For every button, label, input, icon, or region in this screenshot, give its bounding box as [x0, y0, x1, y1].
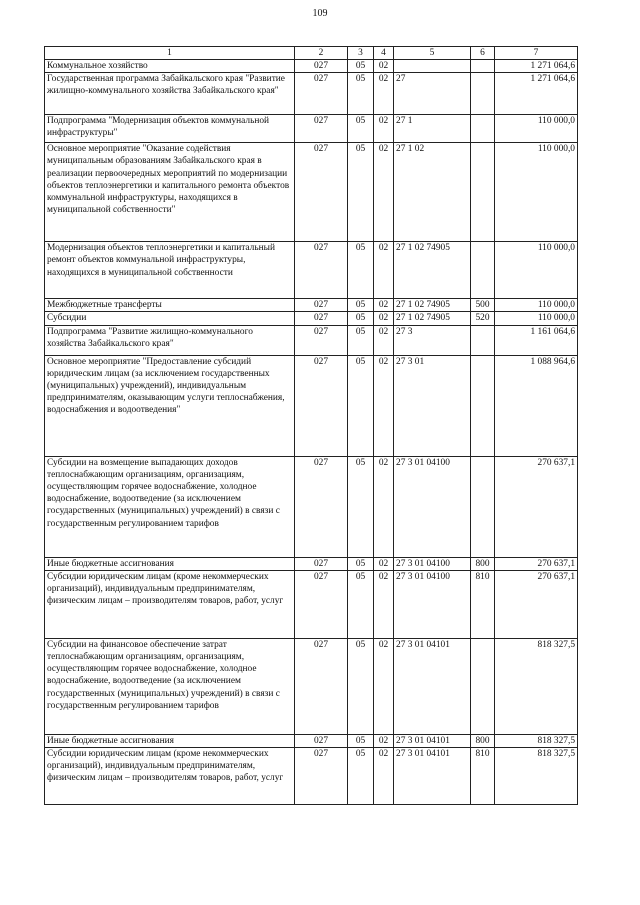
cell-grbs: 027 — [295, 60, 348, 73]
cell-name: Подпрограмма "Развитие жилищно-коммунального хозяйства Забайкальского края" — [45, 325, 295, 355]
cell-target-article: 27 3 01 04100 — [394, 557, 471, 570]
table-row — [45, 638, 578, 734]
cell-target-article: 27 1 02 74905 — [394, 299, 471, 312]
cell-target-article: 27 3 01 04101 — [394, 638, 471, 734]
cell-expense-type: 500 — [471, 299, 495, 312]
table-row — [45, 312, 578, 325]
cell-subsection: 02 — [374, 73, 394, 115]
cell-name: Субсидии на возмещение выпадающих доходов теплоснабжающим организациям, организациям, осуществляющим горячее водоснабжение, холодное водоснабжение, водоотведение (за исключением государственных (муниципальных) учреждений) в связи с государственным регулированием тарифов — [45, 456, 295, 557]
cell-sum: 110 000,0 — [495, 299, 578, 312]
header-col-6: 6 — [471, 47, 495, 60]
cell-section: 05 — [348, 73, 374, 115]
cell-grbs: 027 — [295, 355, 348, 456]
cell-expense-type — [471, 115, 495, 143]
header-row — [45, 47, 578, 60]
table-body — [45, 60, 578, 805]
cell-expense-type — [471, 456, 495, 557]
cell-grbs: 027 — [295, 748, 348, 805]
cell-name: Иные бюджетные ассигнования — [45, 557, 295, 570]
cell-grbs: 027 — [295, 734, 348, 747]
cell-expense-type — [471, 143, 495, 242]
cell-name: Субсидии юридическим лицам (кроме некоммерческих организаций), индивидуальным предпринимателям, физическим лицам – производителям товаров, работ, услуг — [45, 570, 295, 638]
header-col-7: 7 — [495, 47, 578, 60]
cell-target-article: 27 — [394, 73, 471, 115]
cell-sum: 110 000,0 — [495, 115, 578, 143]
header-col-2: 2 — [295, 47, 348, 60]
cell-sum: 1 161 064,6 — [495, 325, 578, 355]
cell-sum: 1 088 964,6 — [495, 355, 578, 456]
table-row — [45, 456, 578, 557]
cell-name: Иные бюджетные ассигнования — [45, 734, 295, 747]
cell-sum: 270 637,1 — [495, 557, 578, 570]
cell-sum: 818 327,5 — [495, 734, 578, 747]
cell-target-article — [394, 60, 471, 73]
cell-section: 05 — [348, 325, 374, 355]
cell-section: 05 — [348, 748, 374, 805]
header-col-3: 3 — [348, 47, 374, 60]
cell-target-article: 27 1 — [394, 115, 471, 143]
cell-subsection: 02 — [374, 242, 394, 299]
table-row — [45, 73, 578, 115]
table-row — [45, 143, 578, 242]
cell-name: Подпрограмма "Модернизация объектов коммунальной инфраструктуры" — [45, 115, 295, 143]
cell-expense-type: 810 — [471, 570, 495, 638]
cell-name: Основное мероприятие "Предоставление субсидий юридическим лицам (за исключением государственных (муниципальных) учреждений), индивидуальным предпринимателям, оказывающим услуги теплоснабжения, водоснабжения и водоотведения" — [45, 355, 295, 456]
header-col-4: 4 — [374, 47, 394, 60]
cell-subsection: 02 — [374, 734, 394, 747]
cell-grbs: 027 — [295, 570, 348, 638]
cell-target-article: 27 3 01 04101 — [394, 748, 471, 805]
budget-table — [44, 46, 578, 805]
table-row — [45, 60, 578, 73]
cell-target-article: 27 3 01 04101 — [394, 734, 471, 747]
cell-expense-type — [471, 73, 495, 115]
cell-subsection: 02 — [374, 748, 394, 805]
cell-target-article: 27 1 02 74905 — [394, 312, 471, 325]
cell-subsection: 02 — [374, 143, 394, 242]
cell-sum: 110 000,0 — [495, 143, 578, 242]
cell-name: Модернизация объектов теплоэнергетики и капитальный ремонт объектов коммунальной инфраструктуры, находящихся в муниципальной собственности — [45, 242, 295, 299]
cell-subsection: 02 — [374, 299, 394, 312]
cell-grbs: 027 — [295, 299, 348, 312]
table-row — [45, 734, 578, 747]
table-row — [45, 570, 578, 638]
table-row — [45, 748, 578, 805]
cell-grbs: 027 — [295, 312, 348, 325]
cell-subsection: 02 — [374, 312, 394, 325]
table-row — [45, 242, 578, 299]
cell-grbs: 027 — [295, 242, 348, 299]
cell-name: Государственная программа Забайкальского края "Развитие жилищно-коммунального хозяйства Забайкальского края" — [45, 73, 295, 115]
cell-sum: 1 271 064,6 — [495, 60, 578, 73]
cell-sum: 270 637,1 — [495, 456, 578, 557]
cell-target-article: 27 3 01 04100 — [394, 570, 471, 638]
cell-name: Субсидии юридическим лицам (кроме некоммерческих организаций), индивидуальным предпринимателям, физическим лицам – производителям товаров, работ, услуг — [45, 748, 295, 805]
cell-section: 05 — [348, 638, 374, 734]
cell-grbs: 027 — [295, 325, 348, 355]
cell-subsection: 02 — [374, 115, 394, 143]
cell-section: 05 — [348, 355, 374, 456]
cell-subsection: 02 — [374, 325, 394, 355]
table-row — [45, 355, 578, 456]
cell-name: Основное мероприятие "Оказание содействия муниципальным образованиям Забайкальского края в реализации первоочередных мероприятий по модернизации объектов теплоэнергетики и капитального ремонта объектов коммунальной инфраструктуры, находящихся в муниципальной собственности" — [45, 143, 295, 242]
cell-expense-type: 520 — [471, 312, 495, 325]
cell-grbs: 027 — [295, 638, 348, 734]
page-number: 109 — [312, 8, 328, 19]
table-row — [45, 299, 578, 312]
cell-subsection: 02 — [374, 570, 394, 638]
cell-section: 05 — [348, 143, 374, 242]
cell-expense-type: 800 — [471, 734, 495, 747]
cell-name: Субсидии — [45, 312, 295, 325]
cell-expense-type: 800 — [471, 557, 495, 570]
cell-grbs: 027 — [295, 115, 348, 143]
cell-section: 05 — [348, 242, 374, 299]
header-col-1: 1 — [45, 47, 295, 60]
cell-expense-type — [471, 242, 495, 299]
table-row — [45, 557, 578, 570]
cell-section: 05 — [348, 570, 374, 638]
cell-sum: 818 327,5 — [495, 638, 578, 734]
table-row — [45, 325, 578, 355]
cell-subsection: 02 — [374, 638, 394, 734]
cell-name: Межбюджетные трансферты — [45, 299, 295, 312]
cell-expense-type — [471, 60, 495, 73]
cell-grbs: 027 — [295, 557, 348, 570]
cell-sum: 110 000,0 — [495, 312, 578, 325]
cell-sum: 110 000,0 — [495, 242, 578, 299]
cell-target-article: 27 3 01 — [394, 355, 471, 456]
cell-grbs: 027 — [295, 73, 348, 115]
cell-sum: 818 327,5 — [495, 748, 578, 805]
header-col-5: 5 — [394, 47, 471, 60]
cell-target-article: 27 3 01 04100 — [394, 456, 471, 557]
cell-section: 05 — [348, 312, 374, 325]
cell-subsection: 02 — [374, 355, 394, 456]
cell-subsection: 02 — [374, 60, 394, 73]
cell-subsection: 02 — [374, 557, 394, 570]
cell-section: 05 — [348, 115, 374, 143]
cell-name: Коммунальное хозяйство — [45, 60, 295, 73]
cell-subsection: 02 — [374, 456, 394, 557]
cell-grbs: 027 — [295, 456, 348, 557]
cell-sum: 270 637,1 — [495, 570, 578, 638]
cell-section: 05 — [348, 60, 374, 73]
cell-grbs: 027 — [295, 143, 348, 242]
cell-expense-type: 810 — [471, 748, 495, 805]
cell-section: 05 — [348, 557, 374, 570]
cell-target-article: 27 1 02 — [394, 143, 471, 242]
cell-expense-type — [471, 638, 495, 734]
cell-section: 05 — [348, 456, 374, 557]
cell-target-article: 27 3 — [394, 325, 471, 355]
cell-name: Субсидии на финансовое обеспечение затрат теплоснабжающим организациям, организациям, осуществляющим горячее водоснабжение, холодное водоснабжение, водоотведение (за исключением государственных (муниципальных) учреждений) в связи с государственным регулированием тарифов — [45, 638, 295, 734]
cell-section: 05 — [348, 299, 374, 312]
table-row — [45, 115, 578, 143]
cell-sum: 1 271 064,6 — [495, 73, 578, 115]
cell-expense-type — [471, 355, 495, 456]
cell-target-article: 27 1 02 74905 — [394, 242, 471, 299]
cell-expense-type — [471, 325, 495, 355]
cell-section: 05 — [348, 734, 374, 747]
